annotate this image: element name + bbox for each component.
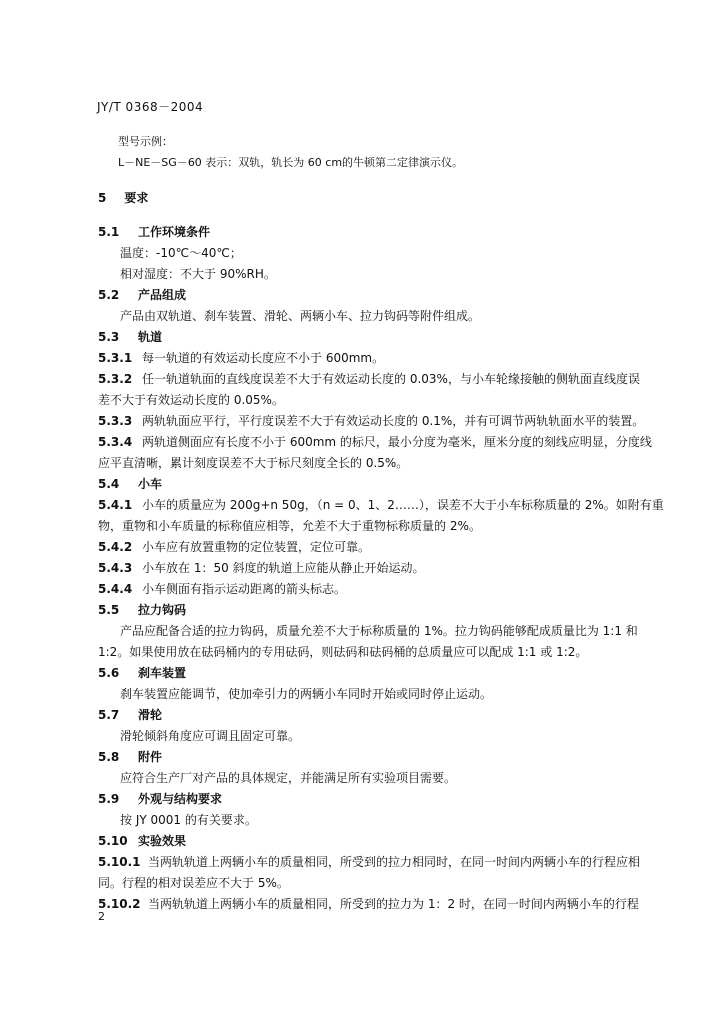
clause-5-3-4	[98, 434, 652, 450]
section-number: 5.7	[98, 708, 120, 722]
paragraph-line: 按 JY 0001 的有关要求。	[120, 813, 257, 827]
paragraph-line: 1:2。如果使用放在砝码桶内的专用砝码，则砝码和砝码桶的总质量应可以配成 1:1 或 1:2。	[98, 645, 588, 659]
section-title: 产品组成	[138, 288, 187, 302]
paragraph-line: 产品由双轨道、刹车装置、滑轮、两辆小车、拉力钩码等附件组成。	[120, 309, 481, 323]
paragraph-line: 应符合生产厂对产品的具体规定，并能满足所有实验项目需要。	[120, 771, 457, 785]
clause-text: 当两轨轨道上两辆小车的质量相同，所受到的拉力为 1：2 时，在同一时间内两辆小车的行程	[148, 897, 639, 911]
paragraph-line: 滑轮倾斜角度应可调且固定可靠。	[120, 729, 301, 743]
section-5-10-heading	[98, 833, 186, 849]
section-title: 工作环境条件	[138, 225, 211, 239]
section-title: 小车	[138, 477, 163, 491]
clause-number: 5.4.3	[98, 561, 133, 575]
clause-number: 5.3.2	[98, 372, 133, 386]
section-5-9-heading	[98, 791, 222, 807]
section-number: 5.9	[98, 792, 120, 806]
paragraph-line: 同。行程的相对误差应不大于 5%。	[98, 876, 289, 890]
section-5-5-heading	[98, 602, 186, 618]
clause-text: 当两轨轨道上两辆小车的质量相同，所受到的拉力相同时，在同一时间内两辆小车的行程应相	[148, 855, 641, 869]
clause-number: 5.3.1	[98, 351, 133, 365]
page-number: 2	[98, 910, 105, 923]
clause-5-4-1	[98, 497, 664, 513]
clause-text: 小车应有放置重物的定位装置，定位可靠。	[142, 540, 371, 554]
paragraph-line: 应平直清晰，累计刻度误差不大于标尺刻度全长的 0.5%。	[98, 456, 409, 470]
section-5-heading	[98, 190, 148, 206]
section-number: 5.2	[98, 288, 120, 302]
section-5-8-heading	[98, 749, 162, 765]
section-number: 5.10	[98, 834, 128, 848]
section-title: 刹车装置	[138, 666, 187, 680]
section-number: 5.8	[98, 750, 120, 764]
section-number: 5	[98, 191, 107, 205]
clause-text: 两轨轨面应平行，平行度误差不大于有效运动长度的 0.1%，并有可调节两轨轨面水平的装置。	[142, 414, 645, 428]
section-5-2-heading	[98, 287, 186, 303]
clause-5-3-3	[98, 413, 644, 429]
section-number: 5.5	[98, 603, 120, 617]
section-title: 外观与结构要求	[138, 792, 223, 806]
section-5-7-heading	[98, 707, 162, 723]
clause-number: 5.4.2	[98, 540, 133, 554]
paragraph-line: 刹车装置应能调节，使加牵引力的两辆小车同时开始或同时停止运动。	[120, 687, 493, 701]
clause-5-4-2	[98, 539, 370, 555]
paragraph-line: 差不大于有效运动长度的 0.05%。	[98, 393, 284, 407]
clause-5-10-1	[98, 854, 640, 870]
paragraph-line: 物，重物和小车质量的标称值应相等，允差不大于重物标称质量的 2%。	[98, 519, 481, 533]
section-title: 滑轮	[138, 708, 163, 722]
section-5-4-heading	[98, 476, 162, 492]
clause-number: 5.10.2	[98, 897, 141, 911]
section-title: 实验效果	[138, 834, 187, 848]
standard-code-header: JY/T 0368－2004	[97, 100, 204, 114]
clause-number: 5.3.4	[98, 435, 133, 449]
section-5-3-heading	[98, 329, 162, 345]
section-number: 5.6	[98, 666, 120, 680]
section-title: 要求	[124, 191, 149, 205]
clause-text: 每一轨道的有效运动长度应不小于 600mm。	[142, 351, 385, 365]
clause-5-4-4	[98, 581, 346, 597]
section-number: 5.3	[98, 330, 120, 344]
paragraph-line: 产品应配备合适的拉力钩码，质量允差不大于标称质量的 1%。拉力钩码能够配成质量比为 1:1 和	[120, 624, 638, 638]
section-title: 轨道	[138, 330, 163, 344]
clause-5-3-2	[98, 371, 640, 387]
clause-5-4-3	[98, 560, 425, 576]
example-text: L－NE－SG－60 表示：双轨，轨长为 60 cm的牛顿第二定律演示仪。	[118, 156, 464, 169]
section-number: 5.4	[98, 477, 120, 491]
section-5-6-heading	[98, 665, 186, 681]
paragraph-line: 相对湿度：不大于 90%RH。	[120, 267, 276, 281]
clause-text: 小车侧面有指示运动距离的箭头标志。	[142, 582, 347, 596]
clause-text: 小车放在 1：50 斜度的轨道上应能从静止开始运动。	[142, 561, 425, 575]
clause-number: 5.4.4	[98, 582, 133, 596]
section-number: 5.1	[98, 225, 120, 239]
section-5-1-heading	[98, 224, 210, 240]
clause-number: 5.3.3	[98, 414, 133, 428]
clause-5-10-2	[98, 896, 639, 912]
clause-text: 任一轨道轨面的直线度误差不大于有效运动长度的 0.03%，与小车轮缘接触的侧轨面直线度误	[142, 372, 640, 386]
paragraph-line: 温度：-10℃～40℃；	[120, 246, 242, 260]
section-title: 拉力钩码	[138, 603, 187, 617]
clause-text: 小车的质量应为 200g+n 50g，（n = 0、1、2……），误差不大于小车标称质量的 2%。如附有重	[142, 498, 664, 512]
clause-text: 两轨道侧面应有长度不小于 600mm 的标尺，最小分度为毫米，厘米分度的刻线应明显，分度线	[142, 435, 652, 449]
clause-number: 5.4.1	[98, 498, 133, 512]
section-title: 附件	[138, 750, 163, 764]
clause-5-3-1	[98, 350, 384, 366]
clause-number: 5.10.1	[98, 855, 141, 869]
example-label: 型号示例：	[118, 135, 173, 148]
